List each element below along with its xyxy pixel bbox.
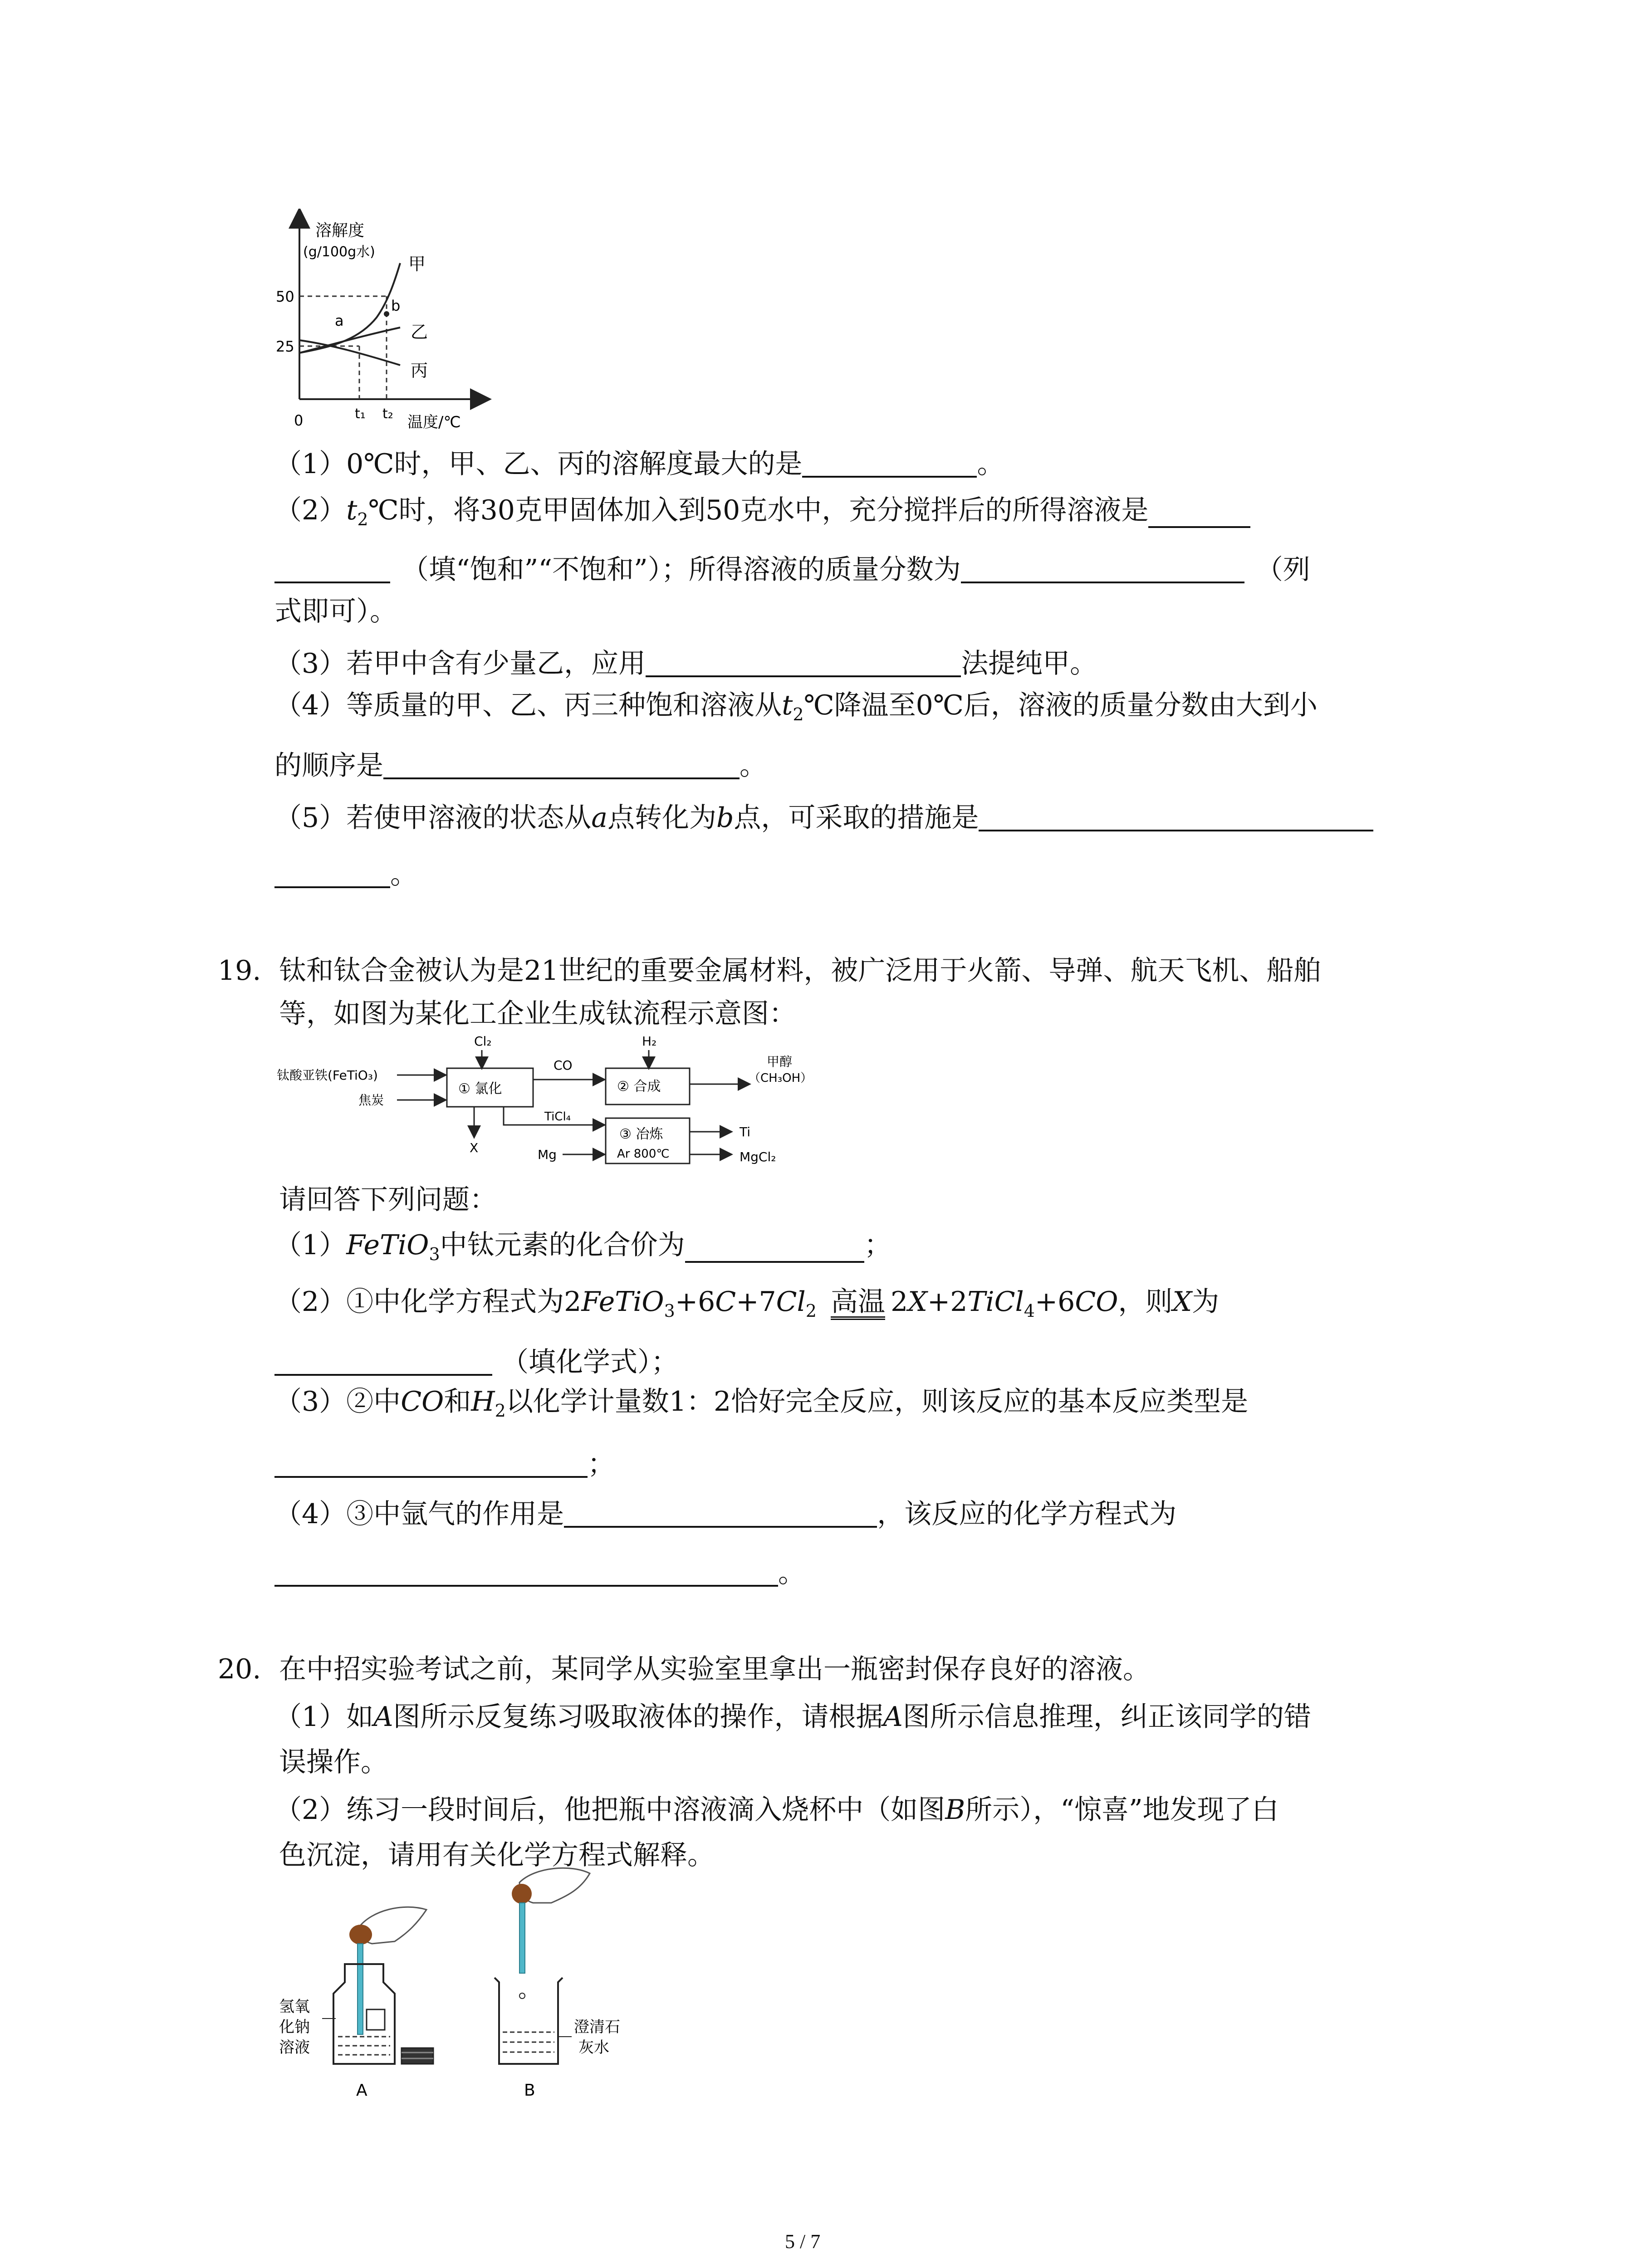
q19-blank2[interactable]: [274, 1345, 492, 1376]
droplet: [519, 1993, 525, 1999]
q19-part3-line2: ；: [274, 1447, 615, 1478]
q18-part3: （3）若甲中含有少量乙，应用 法提纯甲。: [274, 646, 1097, 677]
bottle-label: [367, 2009, 385, 2030]
q18-part5-line1: （5）若使甲溶液的状态从a点转化为b点，可采取的措施是: [274, 801, 1373, 831]
q19-part4-line2: 。: [274, 1556, 805, 1587]
q19-prompt: 请回答下列问题：: [279, 1184, 497, 1216]
flow-x: X: [470, 1140, 479, 1155]
reaction-condition: 高温: [831, 1288, 885, 1320]
figure-b-beaker: [476, 1864, 694, 2123]
tick-50: 50: [276, 288, 294, 305]
fig-b-label-1: 澄清石: [574, 2018, 620, 2036]
flow-input-coke: 焦炭: [358, 1093, 384, 1108]
liquid-dashes: [338, 2037, 390, 2055]
q18-part1: （1）0℃时，甲、乙、丙的溶解度最大的是 。: [274, 447, 1004, 478]
flow-ticl4: TiCl₄: [544, 1110, 571, 1124]
curve-yi: [299, 327, 400, 353]
flow-h2: H₂: [642, 1034, 657, 1049]
q18-blank4[interactable]: [383, 748, 740, 779]
q18-blank2c[interactable]: [961, 552, 1244, 583]
q18-part2-line1: $(2)t_2℃$时，将30克甲固体加入到50克水中，充分搅拌后的所得溶液是: [274, 497, 1250, 528]
flow-mg: Mg: [538, 1147, 557, 1162]
box-smelting-label: ③ 冶炼: [619, 1126, 663, 1142]
dropper-bulb: [512, 1884, 532, 1904]
q18-blank5a[interactable]: [979, 801, 1373, 831]
q18-part4-line2: 的顺序是 。: [274, 748, 767, 779]
q19-number: 19.: [218, 955, 261, 987]
q18-blank5b[interactable]: [274, 857, 390, 888]
fig-b-caption: B: [524, 2081, 535, 2100]
beaker-outline: [495, 1978, 563, 2064]
fig-a-caption: A: [356, 2081, 367, 2100]
q20-line1: 在中招实验考试之前，某同学从实验室里拿出一瓶密封保存良好的溶液。: [279, 1653, 1150, 1685]
curve-jia-label: 甲: [408, 254, 426, 274]
q20-part1-line1: （1）如A图所示反复练习吸取液体的操作，请根据A图所示信息推理，纠正该同学的错: [274, 1701, 1311, 1733]
q19-blank3[interactable]: [274, 1447, 588, 1478]
liquid-dashes: [503, 2032, 554, 2052]
q19-line2: 等，如图为某化工企业生成钛流程示意图：: [279, 998, 796, 1030]
box-smelting-cond: Ar 800℃: [617, 1147, 670, 1161]
figure-a-dropper-bottle: [272, 1892, 463, 2123]
stopper-icon: [402, 2048, 433, 2064]
curve-yi-label: 乙: [411, 322, 428, 342]
fig-b-label-2: 灰水: [578, 2038, 609, 2057]
bottle-outline: [333, 1964, 395, 2064]
q20-part2-line2: 色沉淀，请用有关化学方程式解释。: [279, 1839, 715, 1871]
q18-part2-line3: 式即可）。: [274, 596, 397, 627]
q20-part1-line2: 误操作。: [279, 1746, 388, 1778]
dropper-bulb: [349, 1925, 372, 1945]
origin-label: 0: [294, 412, 304, 429]
point-a-label: a: [335, 312, 344, 329]
q18-blank1[interactable]: [802, 447, 977, 478]
flow-cl2: Cl₂: [474, 1034, 492, 1049]
q19-part2-line2: （填化学式）；: [274, 1345, 678, 1376]
flow-methanol: 甲醇: [767, 1054, 793, 1069]
x-label: 温度/℃: [407, 413, 461, 431]
dropper-tube: [519, 1903, 525, 1973]
q20-part2-line1: （2）练习一段时间后，他把瓶中溶液滴入烧杯中（如图B所示），“惊喜”地发现了白: [274, 1794, 1279, 1826]
flow-methanol-formula: （CH₃OH）: [749, 1071, 813, 1085]
point-b-label: b: [391, 297, 401, 314]
box-chlorination-label: ① 氯化: [458, 1081, 502, 1097]
q18-part5-line2: 。: [274, 857, 417, 888]
q19-part1: （1）FeTiO$_3$中钛元素的化合价为 ；: [274, 1229, 892, 1264]
q19-blank1[interactable]: [685, 1232, 864, 1263]
q19-part2-line1: （2）①中化学方程式为$2FeTiO_3+6C+7Cl_2$ 高温 2X+2TiCl$_4$+6CO，则X为: [274, 1286, 1220, 1321]
titanium-flow-diagram: [272, 1030, 839, 1179]
dropper-tube: [358, 1944, 363, 2034]
flow-input-fetio3: 钛酸亚铁(FeTiO₃): [277, 1068, 378, 1083]
q18-blank2b[interactable]: [274, 552, 390, 583]
fig-a-label-2: 化钠: [279, 2018, 310, 2036]
y-label-1: 溶解度: [315, 221, 365, 240]
q20-number: 20.: [218, 1653, 261, 1685]
q19-part4-line1: （4）③中氩气的作用是 ，该反应的化学方程式为: [274, 1497, 1176, 1528]
solubility-chart: [254, 209, 508, 440]
flow-ti: Ti: [740, 1124, 751, 1139]
box-synthesis-label: ② 合成: [617, 1079, 661, 1095]
q19-part3-line1: （3）②中CO和$H_2$以化学计量数1：2恰好完全反应，则该反应的基本反应类型是: [274, 1386, 1249, 1421]
q19-blank4b[interactable]: [274, 1556, 778, 1587]
point-b: [384, 311, 389, 317]
tick-t1: t₁: [355, 406, 366, 422]
tick-t2: t₂: [382, 406, 393, 422]
flow-co: CO: [554, 1058, 573, 1073]
q18-part4-line1: （4）等质量的甲、乙、丙三种饱和溶液从$t_2℃$降温至0℃后，溶液的质量分数由大到小: [274, 689, 1318, 724]
tick-25: 25: [276, 338, 294, 355]
q18-part2-line2: （填“饱和”“不饱和”）；所得溶液的质量分数为 （列: [274, 552, 1310, 583]
fig-a-label-1: 氢氧: [279, 1998, 310, 2016]
q19-blank4a[interactable]: [564, 1497, 877, 1528]
fig-a-label-3: 溶液: [279, 2038, 310, 2057]
q18-blank2a[interactable]: [1148, 497, 1250, 528]
q18-blank3[interactable]: [646, 646, 961, 677]
curve-bing-label: 丙: [411, 361, 428, 381]
flow-mgcl2: MgCl₂: [740, 1149, 776, 1164]
curve-bing: [299, 340, 400, 365]
q19-line1: 钛和钛合金被认为是21世纪的重要金属材料，被广泛用于火箭、导弹、航天飞机、船舶: [279, 955, 1321, 987]
y-label-2: (g/100g水): [303, 244, 375, 260]
page-number: 5 / 7: [785, 2230, 821, 2253]
